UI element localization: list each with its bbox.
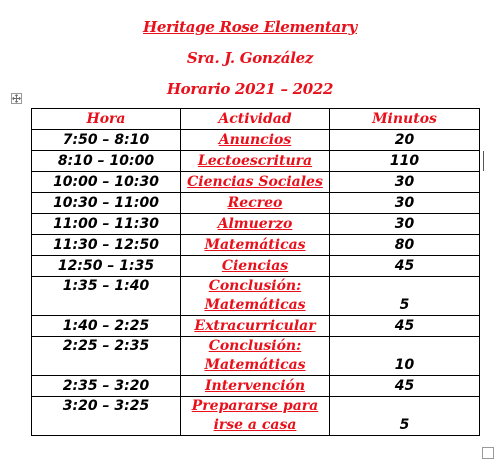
school-name: Heritage Rose Elementary <box>143 18 357 36</box>
table-row <box>32 277 480 316</box>
activity-line: Intervención <box>204 377 306 394</box>
time-cell: 2:25 – 2:35 <box>32 337 181 376</box>
table-row <box>32 151 480 172</box>
table-row <box>32 172 480 193</box>
table-row <box>32 193 480 214</box>
table-row <box>32 256 480 277</box>
time-cell: 1:35 – 1:40 <box>32 277 181 316</box>
table-row <box>32 337 480 376</box>
minutes-cell: 20 <box>330 130 480 151</box>
activity-line: irse a casa <box>213 417 297 433</box>
activity-line: Matemáticas <box>204 297 306 313</box>
table-header-row <box>32 109 480 130</box>
time-cell: 11:00 – 11:30 <box>32 214 181 235</box>
time-cell: 3:20 – 3:25 <box>32 397 181 436</box>
table-move-handle-icon[interactable] <box>11 93 22 104</box>
minutes-cell: 30 <box>330 172 480 193</box>
activity-line: Lectoescritura <box>197 152 313 169</box>
activity-cell <box>181 277 330 316</box>
table-row <box>32 397 480 436</box>
activity-line: Ciencias Sociales <box>187 173 323 190</box>
table-row <box>32 130 480 151</box>
minutes-cell: 80 <box>330 235 480 256</box>
column-header-minutos: Minutos <box>330 109 480 130</box>
activity-cell <box>181 151 330 172</box>
activity-line: Conclusión: <box>208 338 302 354</box>
activity-cell <box>181 130 330 151</box>
column-header-hora: Hora <box>32 109 181 130</box>
activity-cell <box>181 337 330 376</box>
minutes-cell: 30 <box>330 214 480 235</box>
activity-cell <box>181 397 330 436</box>
schedule-title: Horario 2021 – 2022 <box>166 80 334 98</box>
schedule-table <box>31 108 480 436</box>
activity-cell <box>181 214 330 235</box>
time-cell: 10:00 – 10:30 <box>32 172 181 193</box>
time-cell: 7:50 – 8:10 <box>32 130 181 151</box>
minutes-cell: 110 <box>330 151 480 172</box>
activity-line: Anuncios <box>218 131 292 148</box>
time-cell: 11:30 – 12:50 <box>32 235 181 256</box>
minutes-cell: 10 <box>330 337 480 376</box>
activity-cell <box>181 172 330 193</box>
table-row <box>32 214 480 235</box>
minutes-cell: 5 <box>330 397 480 436</box>
time-cell: 1:40 – 2:25 <box>32 316 181 337</box>
activity-line: Ciencias <box>221 257 289 274</box>
minutes-cell: 45 <box>330 316 480 337</box>
activity-line: Conclusión: <box>208 278 302 294</box>
minutes-cell: 45 <box>330 256 480 277</box>
activity-cell <box>181 193 330 214</box>
activity-cell <box>181 316 330 337</box>
minutes-cell: 45 <box>330 376 480 397</box>
activity-line: Extracurricular <box>194 317 316 334</box>
table-row <box>32 235 480 256</box>
activity-line: Matemáticas <box>204 357 306 373</box>
time-cell: 8:10 – 10:00 <box>32 151 181 172</box>
minutes-cell: 30 <box>330 193 480 214</box>
time-cell: 10:30 – 11:00 <box>32 193 181 214</box>
activity-line: Recreo <box>227 194 283 211</box>
minutes-cell: 5 <box>330 277 480 316</box>
time-cell: 12:50 – 1:35 <box>32 256 181 277</box>
column-header-actividad: Actividad <box>181 109 330 130</box>
table-row <box>32 316 480 337</box>
activity-cell <box>181 256 330 277</box>
table-resize-handle[interactable] <box>482 447 494 459</box>
teacher-name: Sra. J. González <box>186 49 314 67</box>
activity-line: Prepararse para <box>191 398 319 414</box>
activity-line: Almuerzo <box>217 215 293 232</box>
time-cell: 2:35 – 3:20 <box>32 376 181 397</box>
activity-cell <box>181 376 330 397</box>
activity-cell <box>181 235 330 256</box>
text-cursor <box>483 151 484 171</box>
activity-line: Matemáticas <box>204 236 306 253</box>
table-row <box>32 376 480 397</box>
